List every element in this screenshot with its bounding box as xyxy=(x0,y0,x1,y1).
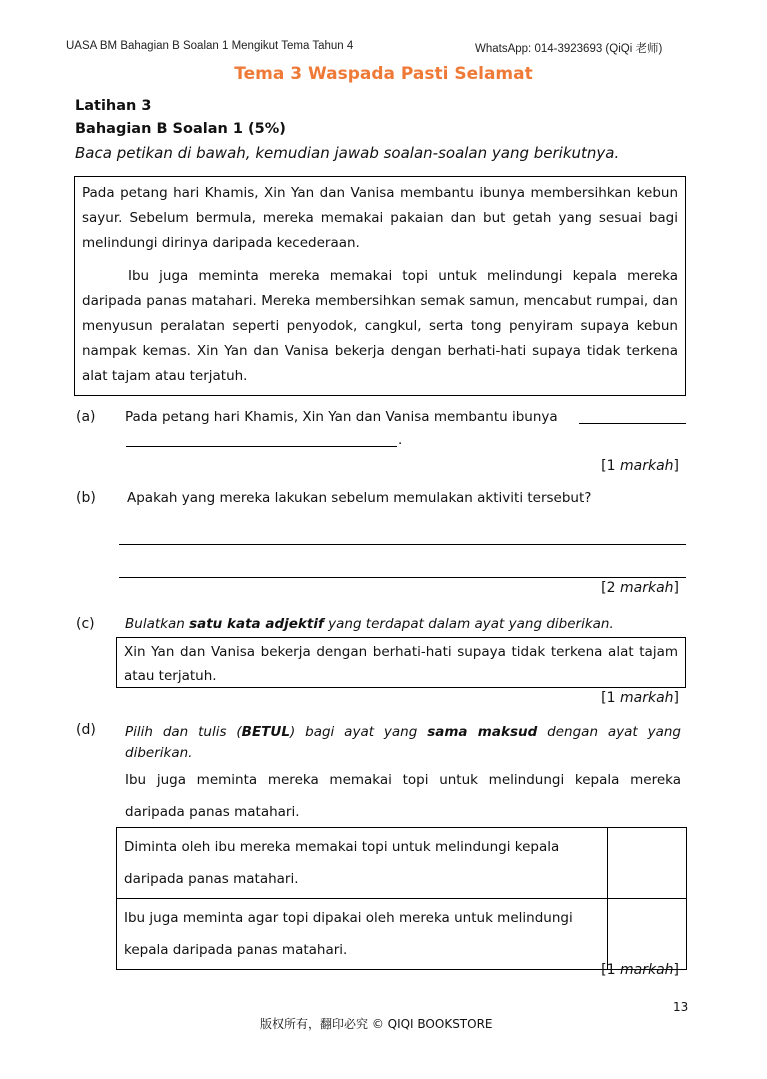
question-a-number: (a) xyxy=(76,409,96,425)
header-right: WhatsApp: 014-3923693 (QiQi 老师) xyxy=(475,43,663,55)
question-b-text: Apakah yang mereka lakukan sebelum memulakan aktiviti tersebut? xyxy=(127,490,592,506)
page-number: 13 xyxy=(673,1000,689,1014)
answer-line-a1[interactable] xyxy=(579,423,686,424)
question-d-text: Pilih dan tulis (BETUL) bagi ayat yang sama maksud dengan ayat yang diberikan. xyxy=(125,724,681,761)
question-d-sentence: Ibu juga meminta mereka memakai topi untuk melindungi kepala mereka daripada panas matahari. xyxy=(125,772,681,820)
page-title: Tema 3 Waspada Pasti Selamat xyxy=(234,64,533,84)
instruction: Baca petikan di bawah, kemudian jawab soalan-soalan yang berikutnya. xyxy=(75,144,620,162)
answer-line-a2[interactable] xyxy=(126,446,397,447)
section-label: Bahagian B Soalan 1 (5%) xyxy=(75,121,286,137)
exercise-label: Latihan 3 xyxy=(75,98,152,114)
mark-a: [1 markah] xyxy=(601,458,679,474)
mark-c: [1 markah] xyxy=(601,690,679,706)
question-c-number: (c) xyxy=(76,616,95,632)
option-1-text: Diminta oleh ibu mereka memakai topi untuk melindungi kepala daripada panas matahari. xyxy=(117,828,608,899)
passage-box xyxy=(74,176,686,396)
header-left: UASA BM Bahagian B Soalan 1 Mengikut Tema Tahun 4 xyxy=(66,40,354,52)
answer-line-b1[interactable] xyxy=(119,544,686,545)
options-table xyxy=(116,827,687,970)
question-c-text: Bulatkan satu kata adjektif yang terdapat dalam ayat yang diberikan. xyxy=(125,616,614,632)
copyright: 版权所有，翻印必究 © QIQI BOOKSTORE xyxy=(260,1017,493,1031)
question-a-end: . xyxy=(398,432,403,448)
option-row-1 xyxy=(117,828,687,899)
answer-line-b2[interactable] xyxy=(119,577,686,578)
option-1-answer-cell[interactable] xyxy=(608,828,687,899)
passage-paragraph-1: Pada petang hari Khamis, Xin Yan dan Vanisa membantu ibunya membersihkan kebun sayur. Sebelum bermula, mereka memakai pakaian dan but getah yang sesuai bagi melindungi dirinya daripada kecederaan. xyxy=(82,185,678,251)
option-2-text: Ibu juga meminta agar topi dipakai oleh mereka untuk melindungi kepala daripada panas matahari. xyxy=(117,899,608,970)
passage-paragraph-2: Ibu juga meminta mereka memakai topi untuk melindungi kepala mereka daripada panas matahari. Mereka membersihkan semak samun, mencabut rumpai, dan menyusun peralatan seperti penyodok, cangkul, serta tong penyiram supaya kebun nampak kemas. Xin Yan dan Vanisa bekerja dengan berhati-hati supaya tidak terkena alat tajam atau terjatuh. xyxy=(82,268,678,384)
mark-b: [2 markah] xyxy=(601,580,679,596)
mark-d: [1 markah] xyxy=(601,962,679,978)
option-row-2 xyxy=(117,899,687,970)
question-a-text: Pada petang hari Khamis, Xin Yan dan Vanisa membantu ibunya xyxy=(125,409,558,425)
question-d-number: (d) xyxy=(76,722,96,738)
question-b-number: (b) xyxy=(76,490,96,506)
adjective-sentence-box[interactable]: Xin Yan dan Vanisa bekerja dengan berhati-hati supaya tidak terkena alat tajam atau terjatuh. xyxy=(116,637,686,688)
option-2-answer-cell[interactable] xyxy=(608,899,687,970)
